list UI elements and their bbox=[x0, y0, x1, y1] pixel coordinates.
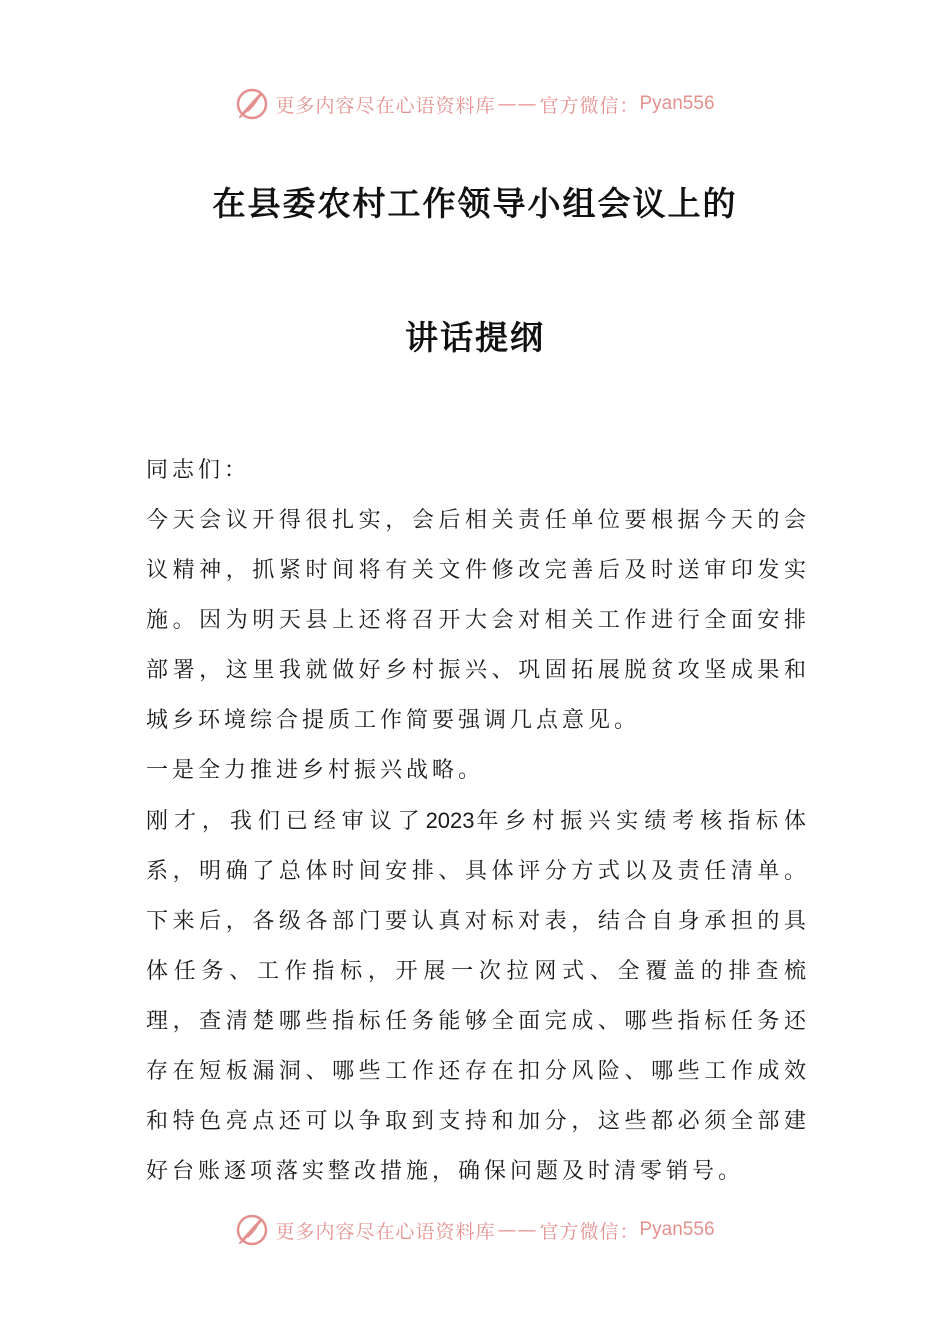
watermark-wechat-id: Pyan556 bbox=[639, 93, 715, 114]
point-heading-1: 一是全力推进乡村振兴战略。 bbox=[146, 758, 485, 783]
paragraph-point-1-lead: 刚才，我们已经审议了 bbox=[146, 809, 426, 834]
watermark-official-label: 官方微信： bbox=[539, 1220, 640, 1243]
quill-logo-icon bbox=[235, 1213, 269, 1247]
paragraph-point-1 bbox=[146, 796, 810, 1197]
watermark-separator: —— bbox=[497, 1219, 538, 1241]
watermark-header bbox=[0, 84, 950, 124]
document-title-line2: 讲话提纲 bbox=[405, 318, 545, 357]
watermark-text: 更多内容尽在心语资料库 bbox=[275, 1220, 496, 1243]
salutation: 同志们： bbox=[146, 458, 251, 483]
document-body bbox=[146, 446, 810, 1197]
paragraph-point-1-rest: 年乡村振兴实绩考核指标体系，明确了总体时间安排、具体评分方式以及责任清单。下来后，各级各部门要认真对标对表，结合自身承担的具体任务、工作指标，开展一次拉网式、全覆盖的排查梳理，查清楚哪些指标任务能够全面完成、哪些指标任务还存在短板漏洞、哪些工作还存在扣分风险、哪些工作成效和特色亮点还可以争取到支持和加分，这些都必须全部建好台账逐项落实整改措施，确保问题及时清零销号。 bbox=[146, 809, 810, 1184]
year-value: 2023 bbox=[425, 808, 475, 833]
watermark-text: 更多内容尽在心语资料库 bbox=[275, 94, 496, 117]
watermark-separator: —— bbox=[497, 93, 538, 115]
document-title-line1: 在县委农村工作领导小组会议上的 bbox=[212, 184, 738, 223]
watermark-official-label: 官方微信： bbox=[539, 94, 640, 117]
watermark-footer bbox=[0, 1210, 950, 1250]
quill-logo-icon bbox=[235, 87, 269, 121]
watermark-wechat-id: Pyan556 bbox=[639, 1219, 715, 1240]
paragraph-intro: 今天会议开得很扎实，会后相关责任单位要根据今天的会议精神，抓紧时间将有关文件修改完善后及时送审印发实施。因为明天县上还将召开大会对相关工作进行全面安排部署，这里我就做好乡村振兴、巩固拓展脱贫攻坚成果和城乡环境综合提质工作简要强调几点意见。 bbox=[146, 508, 810, 733]
